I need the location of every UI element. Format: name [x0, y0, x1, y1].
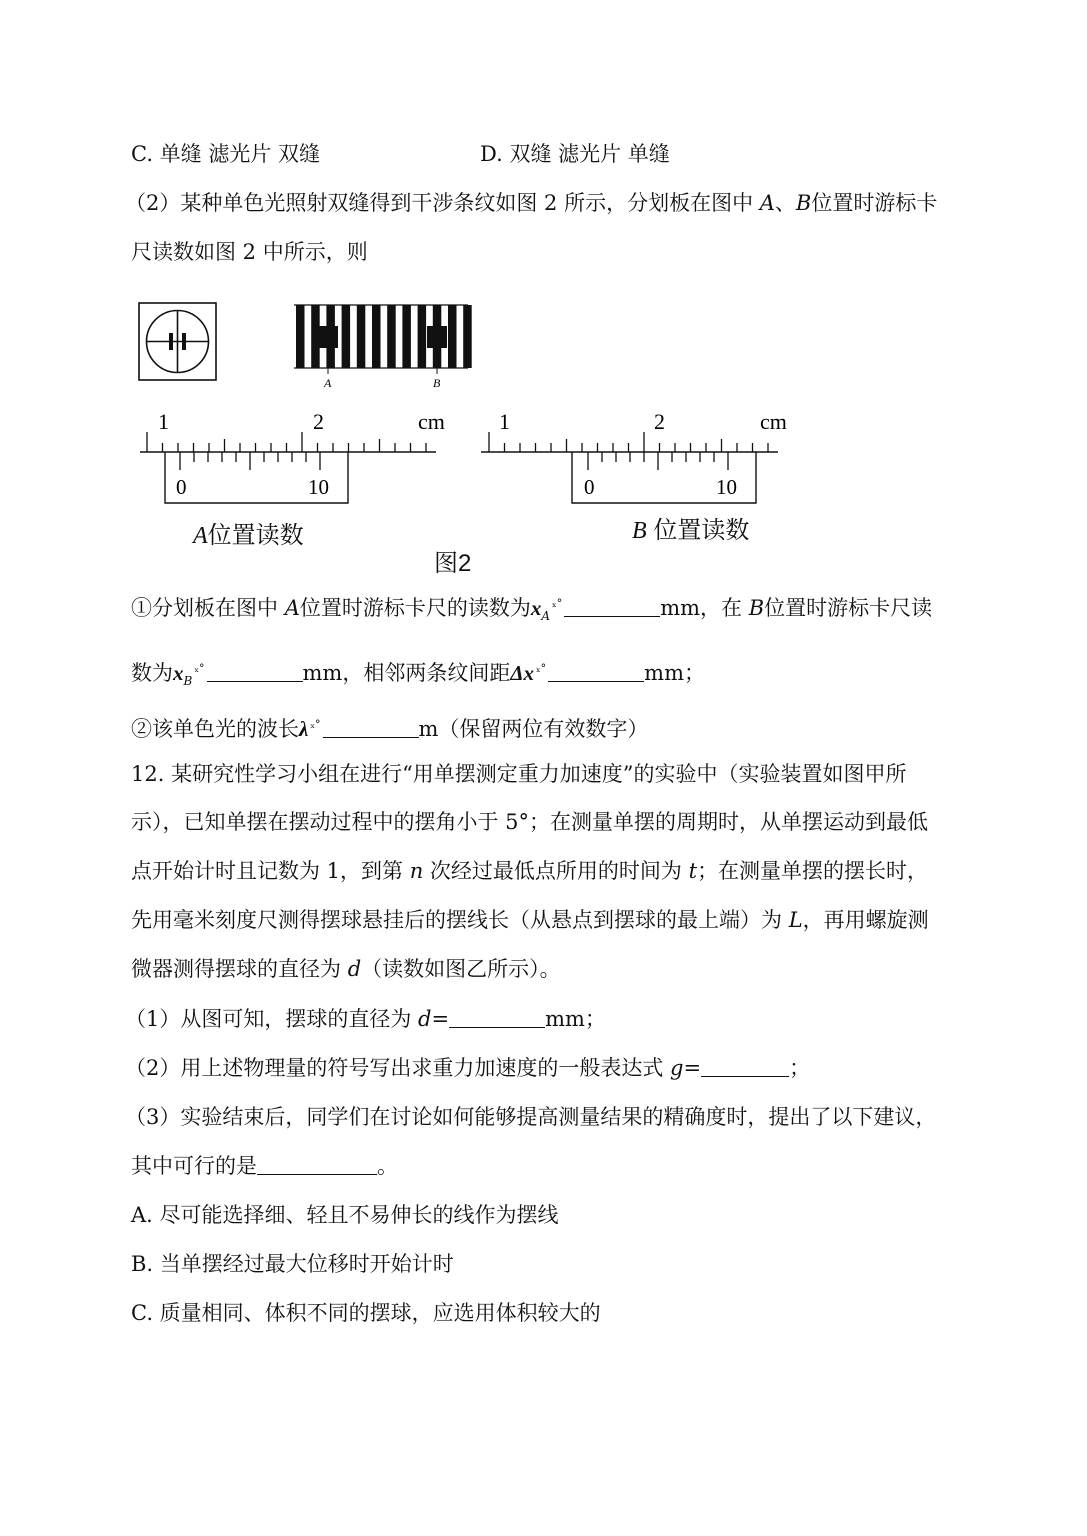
var-d: d	[347, 957, 362, 981]
option-a: A. 尽可能选择细、轻且不易伸长的线作为摆线	[131, 1203, 559, 1227]
dark-fringe	[372, 305, 381, 368]
caption-a	[193, 515, 304, 550]
var-n: n	[409, 859, 424, 883]
g-expression-blank[interactable]	[701, 1056, 789, 1077]
vernier-b	[481, 409, 787, 503]
caption-b-letter: B	[632, 518, 647, 544]
subscript-a: A	[541, 609, 551, 623]
text: 点开始计时且记数为 1，到第	[131, 859, 410, 883]
text: mm；	[545, 1007, 606, 1031]
text: 次经过最低点所用的时间为	[423, 859, 689, 883]
dark-fringe	[357, 305, 366, 368]
subq-2	[131, 711, 648, 743]
text: 位置时游标卡尺的读数为	[299, 596, 531, 620]
xb-answer-blank[interactable]	[207, 661, 303, 682]
label-a: A	[759, 191, 775, 215]
xa-answer-blank[interactable]	[564, 596, 660, 617]
option-c: C. 单缝 滤光片 双缝	[131, 142, 321, 166]
dark-fringe	[448, 305, 457, 368]
main-scale-1: 1	[158, 409, 169, 434]
text: （读数如图乙所示）。	[361, 957, 561, 981]
vernier-10: 10	[716, 475, 737, 499]
text: ①分划板在图中	[131, 596, 285, 620]
q12-sub-3-line-1: （3）实验结束后，同学们在讨论如何能够提高测量结果的精确度时，提出了以下建议，	[125, 1105, 937, 1129]
text: ；	[789, 1056, 811, 1080]
dark-fringe	[418, 305, 427, 368]
text: m（保留两位有效数字）	[418, 717, 649, 741]
unit-cm: cm	[760, 409, 787, 434]
text: 其中可行的是	[131, 1154, 257, 1178]
option-c-2: C. 质量相同、体积不同的摆球，应选用体积较大的	[131, 1301, 601, 1325]
reticle-view	[139, 303, 216, 380]
subq-1-line-2	[131, 655, 705, 695]
main-scale-2: 2	[654, 409, 665, 434]
mark-icon: ₓ°	[194, 662, 205, 675]
text: mm，相邻两条纹间距	[302, 661, 511, 685]
text: =	[683, 1056, 702, 1080]
option-b: B. 当单摆经过最大位移时开始计时	[131, 1252, 454, 1276]
text: =	[431, 1007, 450, 1031]
caption-a-text: 位置读数	[207, 522, 304, 549]
delta-x-answer-blank[interactable]	[548, 661, 644, 682]
text: ；在测量单摆的摆长时，	[697, 859, 929, 883]
text: 位置时游标卡尺读	[764, 596, 933, 620]
dark-fringe	[296, 305, 305, 368]
var-t: t	[688, 859, 698, 883]
var-a: A	[284, 596, 300, 620]
label-b: B	[795, 191, 812, 215]
question-2-line-1	[125, 189, 937, 217]
text: 。	[377, 1154, 398, 1178]
q12-sub-3-line-2	[131, 1152, 398, 1180]
q12-line-4	[131, 906, 929, 934]
text: 、	[774, 191, 796, 215]
dark-fringe	[342, 305, 351, 368]
option-d: D. 双缝 滤光片 单缝	[480, 142, 670, 166]
mark-icon: ₓ°	[310, 718, 321, 731]
dark-fringe	[402, 305, 411, 368]
text: ②该单色光的波长	[131, 717, 299, 741]
var-g: g	[670, 1056, 684, 1080]
caption-b	[632, 510, 749, 545]
var-x: x	[173, 661, 184, 685]
vernier-a	[140, 409, 445, 503]
fringe-label-a: A	[324, 376, 332, 390]
text: （2）用上述物理量的符号写出求重力加速度的一般表达式	[125, 1056, 671, 1080]
vernier-0: 0	[584, 475, 595, 499]
var-delta-x: Δx	[510, 661, 534, 685]
fringe-label-b: B	[433, 376, 441, 390]
vernier-10: 10	[308, 475, 329, 499]
vernier-0: 0	[176, 475, 187, 499]
text: mm，在	[660, 596, 749, 620]
lambda-answer-blank[interactable]	[323, 717, 419, 738]
var-b: B	[748, 596, 765, 620]
text: 微器测得摆球的直径为	[131, 957, 348, 981]
interference-fringes	[294, 305, 472, 390]
text: ，再用螺旋测	[802, 908, 929, 932]
text: mm；	[644, 661, 705, 685]
q12-line-5	[131, 955, 561, 983]
main-scale-2: 2	[313, 409, 324, 434]
text: （2）某种单色光照射双缝得到干涉条纹如图 2 所示，分划板在图中	[125, 191, 760, 215]
main-scale-1: 1	[499, 409, 510, 434]
diameter-answer-blank[interactable]	[449, 1007, 545, 1028]
caption-b-text: 位置读数	[646, 517, 750, 544]
choice-answer-blank[interactable]	[257, 1154, 377, 1175]
caption-a-letter: A	[193, 523, 208, 549]
q12-line-3	[131, 857, 928, 885]
question-2-line-2: 尺读数如图 2 中所示，则	[131, 240, 368, 264]
text: 数为	[131, 661, 173, 685]
q12-sub-1	[125, 1005, 606, 1033]
mark-icon: ₓ°	[552, 597, 563, 610]
q12-line-1: 12. 某研究性学习小组在进行“用单摆测定重力加速度”的实验中（实验装置如图甲所	[131, 762, 907, 786]
figure-title: 图2	[434, 550, 472, 577]
subq-1-line-1	[131, 590, 932, 630]
mark-icon: ₓ°	[536, 662, 547, 675]
text: （1）从图可知，摆球的直径为	[125, 1007, 419, 1031]
text: 先用毫米刻度尺测得摆球悬挂后的摆线长（从悬点到摆球的最上端）为	[131, 908, 789, 932]
figure-2	[0, 290, 1087, 580]
var-x: x	[530, 596, 542, 620]
q12-line-2: 示），已知单摆在摆动过程中的摆角小于 5°；在测量单摆的周期时，从单摆运动到最低	[131, 810, 929, 834]
unit-cm: cm	[418, 409, 445, 434]
text: 位置时游标卡	[811, 191, 938, 215]
q12-sub-2	[125, 1054, 810, 1082]
var-d: d	[418, 1007, 432, 1031]
subscript-b: B	[183, 674, 193, 688]
dark-fringe	[387, 305, 396, 368]
var-l: L	[788, 908, 803, 932]
var-lambda: λ	[299, 717, 309, 741]
dark-fringe	[463, 305, 472, 368]
